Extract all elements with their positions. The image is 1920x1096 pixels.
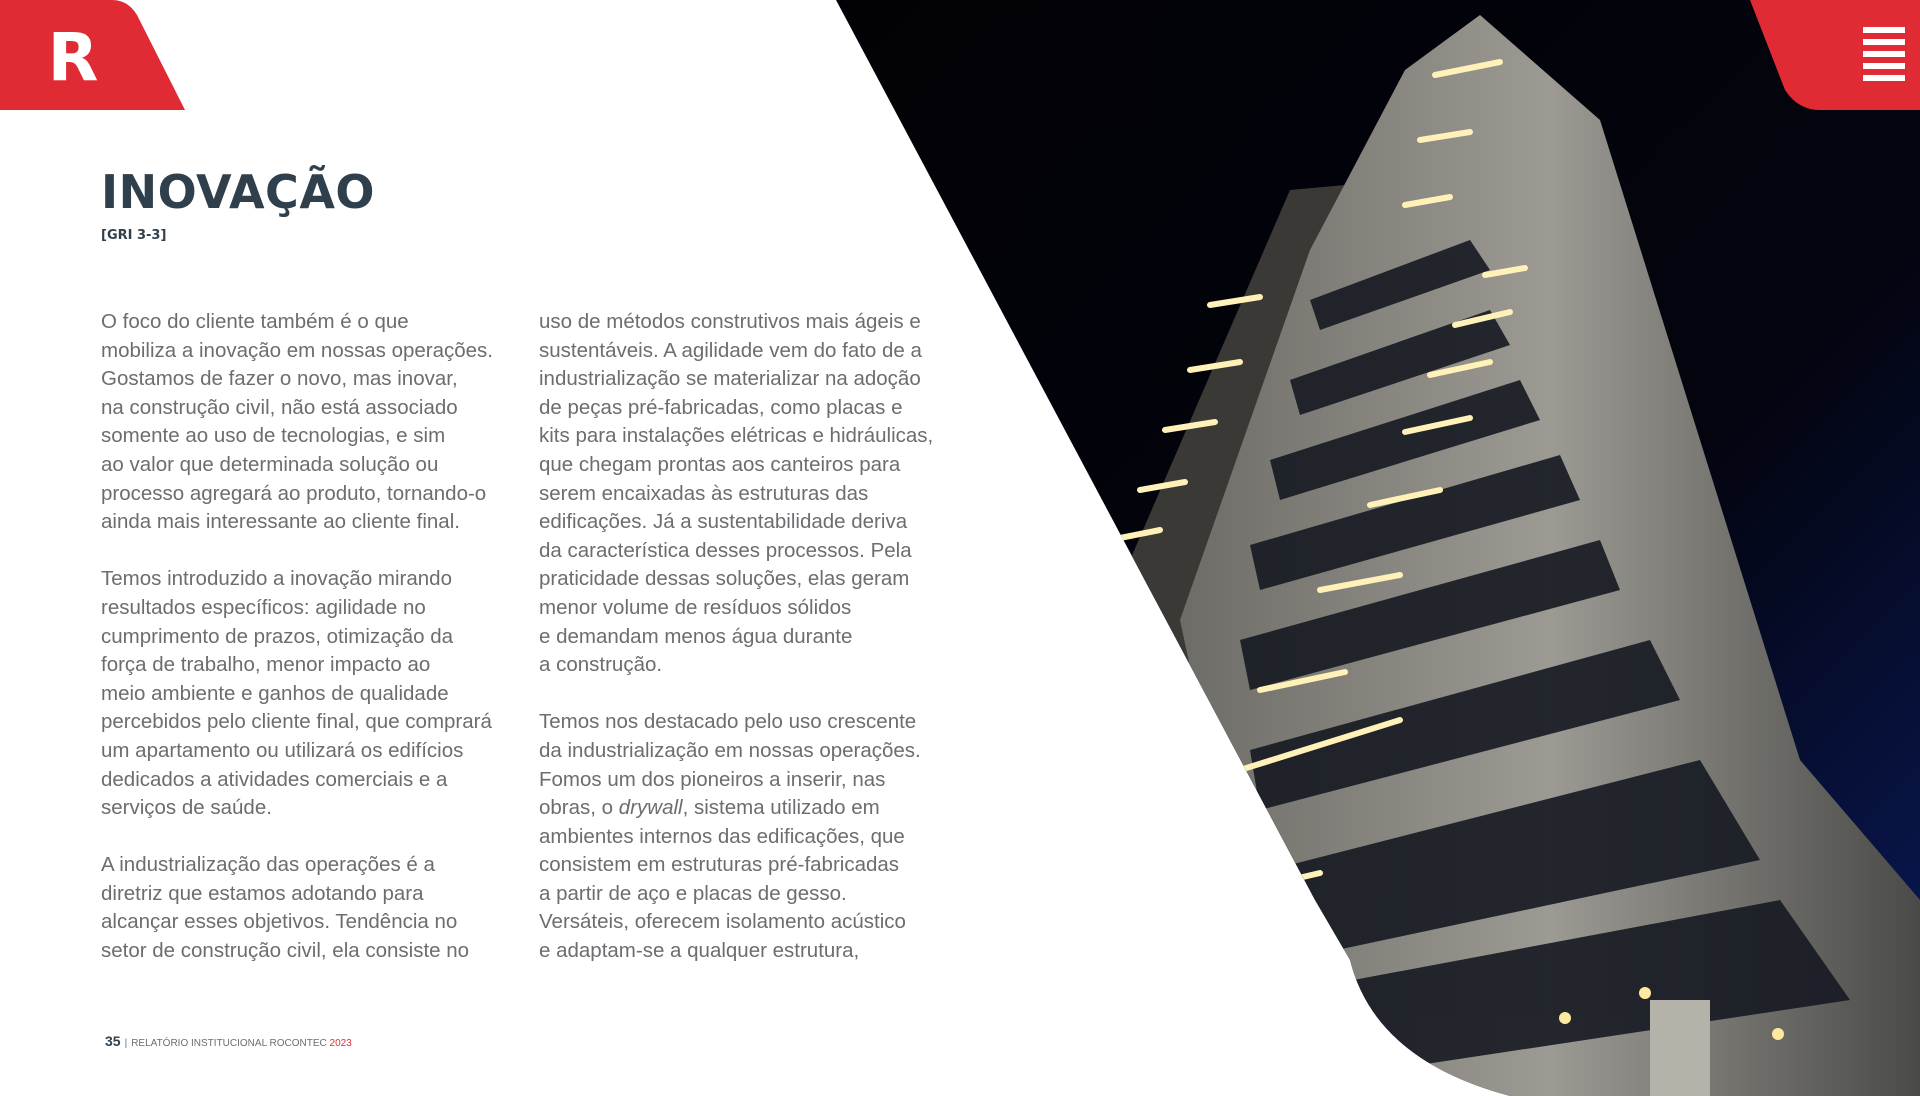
text-column-right [539, 308, 933, 994]
paragraph [101, 565, 493, 822]
text-line: Fomos um dos pioneiros a inserir, nas [539, 767, 886, 791]
footer-separator: | [124, 1038, 128, 1049]
text-line: Versáteis, oferecem isolamento acústico [539, 910, 906, 934]
drywall-term: drywall [618, 796, 683, 820]
text-line: industrialização se materializar na adoção [539, 367, 921, 391]
text-fragment: , sistema utilizado em [682, 796, 880, 820]
logo-letter: R [47, 19, 99, 96]
text-line: serem encaixadas às estruturas das [539, 481, 869, 505]
text-line: e demandam menos água durante [539, 624, 853, 648]
text-line: Gostamos de fazer o novo, mas inovar, [101, 367, 458, 391]
text-line: alcançar esses objetivos. Tendência no [101, 910, 458, 934]
report-year: 2023 [329, 1038, 352, 1049]
text-line: mobiliza a inovação em nossas operações. [101, 338, 493, 362]
text-line: força de trabalho, menor impacto ao [101, 653, 431, 677]
text-line: cumprimento de prazos, otimização da [101, 624, 454, 648]
text-line: ao valor que determinada solução ou [101, 452, 439, 476]
text-line: um apartamento ou utilizará os edifícios [101, 738, 464, 762]
paragraph [539, 308, 933, 680]
text-line: diretriz que estamos adotando para [101, 881, 424, 905]
text-line: serviços de saúde. [101, 796, 272, 820]
text-line: dedicados a atividades comerciais e a [101, 767, 448, 791]
report-title: RELATÓRIO INSTITUCIONAL ROCONTEC [131, 1038, 327, 1049]
menu-button[interactable] [1750, 0, 1920, 110]
text-line: menor volume de resíduos sólidos [539, 595, 852, 619]
gri-reference: [GRI 3-3] [101, 228, 167, 243]
text-line: setor de construção civil, ela consiste no [101, 939, 470, 963]
paragraph [101, 308, 493, 537]
text-line: ainda mais interessante ao cliente final. [101, 510, 460, 534]
text-line [539, 794, 933, 823]
page-footer [105, 1033, 352, 1049]
text-line: Temos introduzido a inovação mirando [101, 567, 452, 591]
text-line: somente ao uso de tecnologias, e sim [101, 424, 446, 448]
text-column-left [101, 308, 493, 994]
page-title: INOVAÇÃO [101, 165, 376, 219]
text-line: Temos nos destacado pelo uso crescente [539, 710, 917, 734]
text-line: processo agregará ao produto, tornando-o [101, 481, 487, 505]
text-line: da industrialização em nossas operações. [539, 738, 921, 762]
text-fragment: obras, o [539, 796, 619, 820]
text-line: a construção. [539, 653, 663, 677]
text-line: uso de métodos construtivos mais ágeis e [539, 310, 921, 333]
text-line: O foco do cliente também é o que [101, 310, 409, 333]
text-line: percebidos pelo cliente final, que comprará [101, 710, 492, 734]
text-line: de peças pré-fabricadas, como placas e [539, 395, 903, 419]
text-line: meio ambiente e ganhos de qualidade [101, 681, 449, 705]
logo[interactable] [0, 0, 190, 110]
text-line: A industrialização das operações é a [101, 853, 435, 877]
text-line: na construção civil, não está associado [101, 395, 458, 419]
text-line: sustentáveis. A agilidade vem do fato de a [539, 338, 922, 362]
paragraph [101, 851, 493, 965]
text-line: a partir de aço e placas de gesso. [539, 881, 847, 905]
text-line: kits para instalações elétricas e hidráulicas, [539, 424, 934, 448]
text-line: consistem em estruturas pré-fabricadas [539, 853, 900, 877]
text-line: que chegam prontas aos canteiros para [539, 452, 901, 476]
paragraph [539, 708, 933, 965]
page-number: 35 [105, 1033, 121, 1049]
text-line: da característica desses processos. Pela [539, 538, 912, 562]
text-line: praticidade dessas soluções, elas geram [539, 567, 910, 591]
text-line: edificações. Já a sustentabilidade deriva [539, 510, 908, 534]
text-line: resultados específicos: agilidade no [101, 595, 426, 619]
text-line: ambientes internos das edificações, que [539, 824, 905, 848]
text-line: e adaptam-se a qualquer estrutura, [539, 939, 860, 963]
